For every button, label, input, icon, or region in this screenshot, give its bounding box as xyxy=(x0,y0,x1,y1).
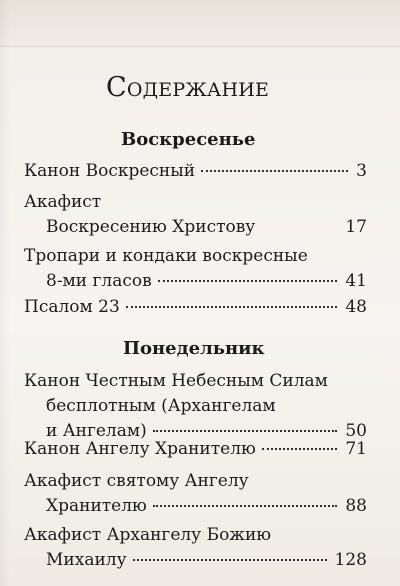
dot-leader xyxy=(126,306,338,308)
section-heading-monday: Понедельник xyxy=(123,338,265,359)
toc-entry-line xyxy=(24,160,367,183)
toc-entry-line xyxy=(46,495,367,518)
entry-title-line: Тропари и кондаки воскресные xyxy=(24,246,308,266)
entry-title: Воскресению Христову xyxy=(46,217,256,237)
page-number: 128 xyxy=(334,550,367,570)
page-number: 3 xyxy=(356,161,367,181)
toc-entry-line xyxy=(24,296,367,319)
entry-title: Михаилу xyxy=(46,550,127,570)
dot-leader xyxy=(262,448,338,450)
toc-entry-line xyxy=(46,270,367,293)
dot-leader xyxy=(158,280,338,282)
page-number: 41 xyxy=(345,271,367,291)
entry-title: 8-ми гласов xyxy=(46,271,152,291)
entry-title: Канон Ангелу Хранителю xyxy=(24,439,256,459)
toc-entry-line xyxy=(46,549,367,572)
entry-title: Канон Воскресный xyxy=(24,161,196,181)
dot-leader xyxy=(201,170,348,172)
page-number: 17 xyxy=(345,217,367,237)
page-number: 48 xyxy=(345,297,367,317)
page-number: 88 xyxy=(345,496,367,516)
entry-title-line: Канон Честным Небесным Силам xyxy=(24,371,328,391)
page-number: 71 xyxy=(345,439,367,459)
dot-leader xyxy=(133,559,327,561)
entry-title-line: Акафист святому Ангелу xyxy=(24,471,249,491)
dot-leader xyxy=(153,505,338,507)
entry-title: и Ангелам) xyxy=(46,421,147,441)
entry-title: Хранителю xyxy=(46,496,147,516)
entry-title-line: Акафист Архангелу Божию xyxy=(24,525,272,545)
page-number: 50 xyxy=(345,421,367,441)
toc-entry-line xyxy=(24,438,367,461)
section-heading-sunday: Воскресенье xyxy=(121,129,256,150)
page-title: Содержание xyxy=(106,72,270,103)
dot-leader xyxy=(153,430,338,432)
entry-title-line: бесплотным (Архангелам xyxy=(46,396,276,416)
toc-entry-line xyxy=(46,216,367,239)
entry-title-line: Акафист xyxy=(24,192,102,212)
entry-title: Псалом 23 xyxy=(24,297,120,317)
